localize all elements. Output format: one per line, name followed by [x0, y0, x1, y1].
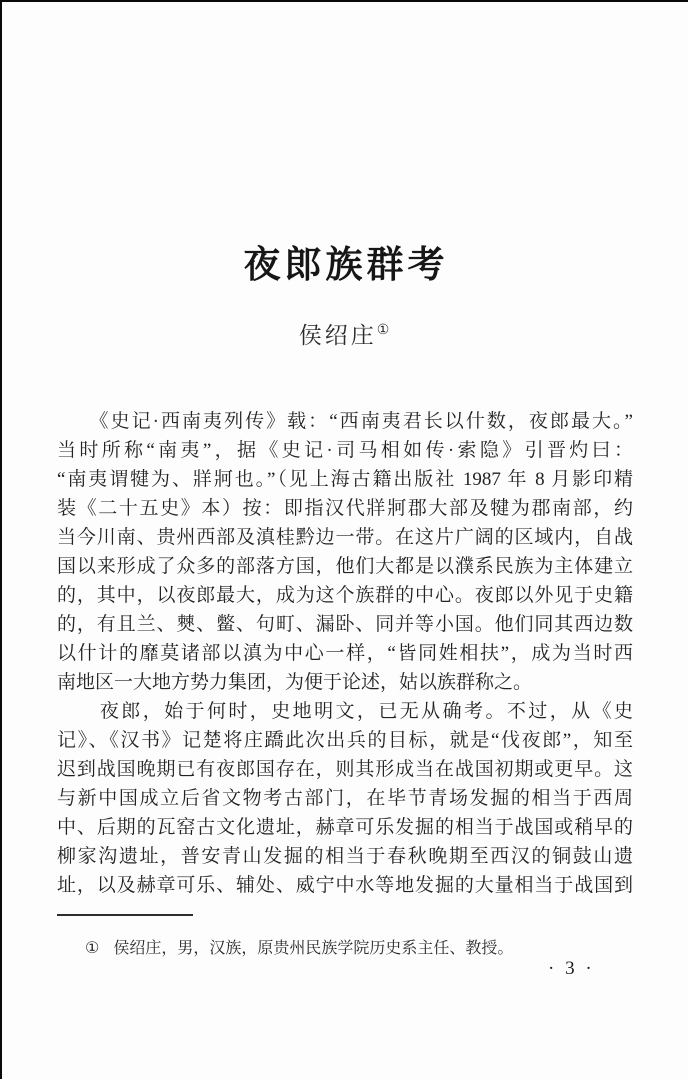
scan-edge-left	[0, 0, 2, 1079]
page-number: · 3 ·	[548, 958, 595, 979]
body-text-line: 南地区一大地方势力集团，为便于论述，姑以族群称之。	[57, 672, 533, 693]
body-text	[57, 407, 633, 900]
body-text-line: 当时所称“南夷”，据《史记·司马相如传·索隐》引晋灼曰：	[57, 440, 633, 461]
footnote-marker: ①	[85, 940, 100, 957]
body-text-line: 迟到战国晚期已有夜郎国存在，则其形成当在战国初期或更早。这	[57, 759, 633, 780]
body-text-line: 的，有且兰、僰、鳖、句町、漏卧、同并等小国。他们同其西边数	[57, 614, 633, 635]
body-text-line: 装《二十五史》本）按：即指汉代牂牁郡大部及犍为郡南部，约	[57, 498, 633, 519]
scan-edge-top	[0, 0, 688, 2]
body-text-line: “南夷谓犍为、牂牁也。”（见上海古籍出版社 1987 年 8 月影印精	[57, 469, 633, 490]
body-text-line: 柳家沟遗址，普安青山发掘的相当于春秋晚期至西汉的铜鼓山遗	[57, 846, 633, 867]
footnote-text: 侯绍庄，男，汉族，原贵州民族学院历史系主任、教授。	[113, 940, 514, 957]
footnote	[85, 938, 633, 960]
author-footnote-ref: ①	[376, 323, 390, 338]
article-title: 夜郎族群考	[243, 244, 449, 286]
body-text-line: 《史记·西南夷列传》载：“西南夷君长以什数，夜郎最大。”	[57, 411, 633, 432]
body-text-line: 当今川南、贵州西部及滇桂黔边一带。在这片广阔的区域内，自战	[57, 527, 633, 548]
body-text-line: 的，其中，以夜郎最大，成为这个族群的中心。夜郎以外见于史籍	[57, 585, 633, 606]
body-text-line: 国以来形成了众多的部落方国，他们大都是以濮系民族为主体建立	[57, 556, 633, 577]
body-text-line: 以什计的靡莫诸部以滇为中心一样，“皆同姓相扶”，成为当时西	[57, 643, 633, 664]
body-text-line: 与新中国成立后省文物考古部门，在毕节青场发掘的相当于西周	[57, 788, 633, 809]
body-text-line: 中、后期的瓦窑古文化遗址，赫章可乐发掘的相当于战国或稍早的	[57, 817, 633, 838]
body-text-line: 址，以及赫章可乐、辅处、威宁中水等地发掘的大量相当于战国到	[57, 875, 633, 896]
author-line	[0, 320, 688, 352]
footnote-separator	[57, 914, 193, 916]
author-name: 侯绍庄	[298, 323, 377, 348]
body-text-line: 记》、《汉书》记楚将庄蹻此次出兵的目标，就是“伐夜郎”，知至	[57, 730, 633, 751]
body-text-line: 夜郎，始于何时，史地明文，已无从确考。不过，从《史	[57, 701, 633, 722]
